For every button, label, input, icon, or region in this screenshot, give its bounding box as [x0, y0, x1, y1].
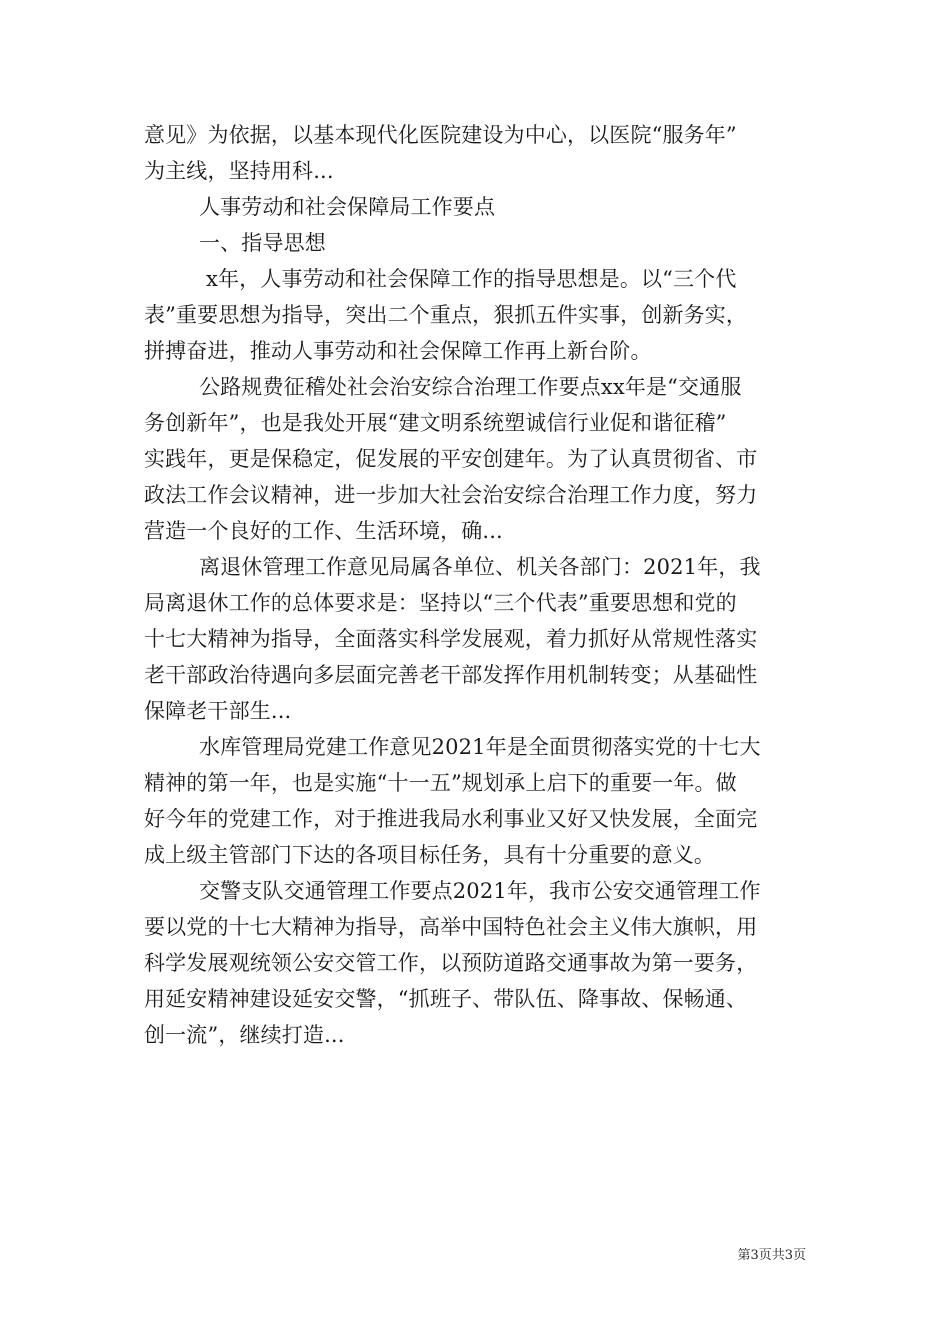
text-line: 公路规费征稽处社会治安综合治理工作要点xx年是“交通服: [199, 375, 742, 399]
subsection-heading: 一、指导思想: [199, 231, 326, 255]
text-line: 精神的第一年，也是实施“十一五”规划承上启下的重要一年。做: [144, 771, 737, 795]
text-line: 为主线，坚持用科...: [144, 159, 334, 183]
text-line: 意见》为依据，以基本现代化医院建设为中心，以医院“服务年”: [144, 123, 737, 147]
text-line: 营造一个良好的工作、生活环境，确...: [144, 519, 503, 543]
text-line: 用延安精神建设延安交警，“抓班子、带队伍、降事故、保畅通、: [144, 987, 748, 1011]
text-line: 离退休管理工作意见局属各单位、机关各部门：2021年，我: [199, 555, 761, 579]
text-line: 创一流”，继续打造...: [144, 1023, 345, 1047]
section-heading: 人事劳动和社会保障局工作要点: [199, 195, 496, 219]
text-line: 务创新年”，也是我处开展“建文明系统塑诚信行业促和谐征稽”: [144, 411, 727, 435]
text-line: 交警支队交通管理工作要点2021年，我市公安交通管理工作: [199, 879, 761, 903]
text-line: 拼搏奋进，推动人事劳动和社会保障工作再上新台阶。: [144, 339, 652, 363]
document-body: [144, 117, 816, 1053]
text-line: 十七大精神为指导，全面落实科学发展观，着力抓好从常规性落实: [144, 627, 758, 651]
page-number: 第3页共3页: [737, 1248, 806, 1263]
text-line: 水库管理局党建工作意见2021年是全面贯彻落实党的十七大: [199, 735, 761, 759]
text-line: 科学发展观统领公安交管工作，以预防道路交通事故为第一要务，: [144, 951, 758, 975]
text-line: 实践年，更是保稳定，促发展的平安创建年。为了认真贯彻省、市: [144, 447, 758, 471]
text-line: 好今年的党建工作，对于推进我局水利事业又好又快发展，全面完: [144, 807, 758, 831]
text-line: 表”重要思想为指导，突出二个重点，狠抓五件实事，创新务实，: [144, 303, 748, 327]
text-line: 要以党的十七大精神为指导，高举中国特色社会主义伟大旗帜，用: [144, 915, 758, 939]
text-line: 老干部政治待遇向多层面完善老干部发挥作用机制转变；从基础性: [144, 663, 758, 687]
text-line: 局离退休工作的总体要求是：坚持以“三个代表”重要思想和党的: [144, 591, 737, 615]
text-line: 政法工作会议精神，进一步加大社会治安综合治理工作力度，努力: [144, 483, 758, 507]
text-line: x年，人事劳动和社会保障工作的指导思想是。以“三个代: [206, 267, 737, 291]
text-line: 成上级主管部门下达的各项目标任务，具有十分重要的意义。: [144, 843, 716, 867]
text-line: 保障老干部生...: [144, 699, 292, 723]
